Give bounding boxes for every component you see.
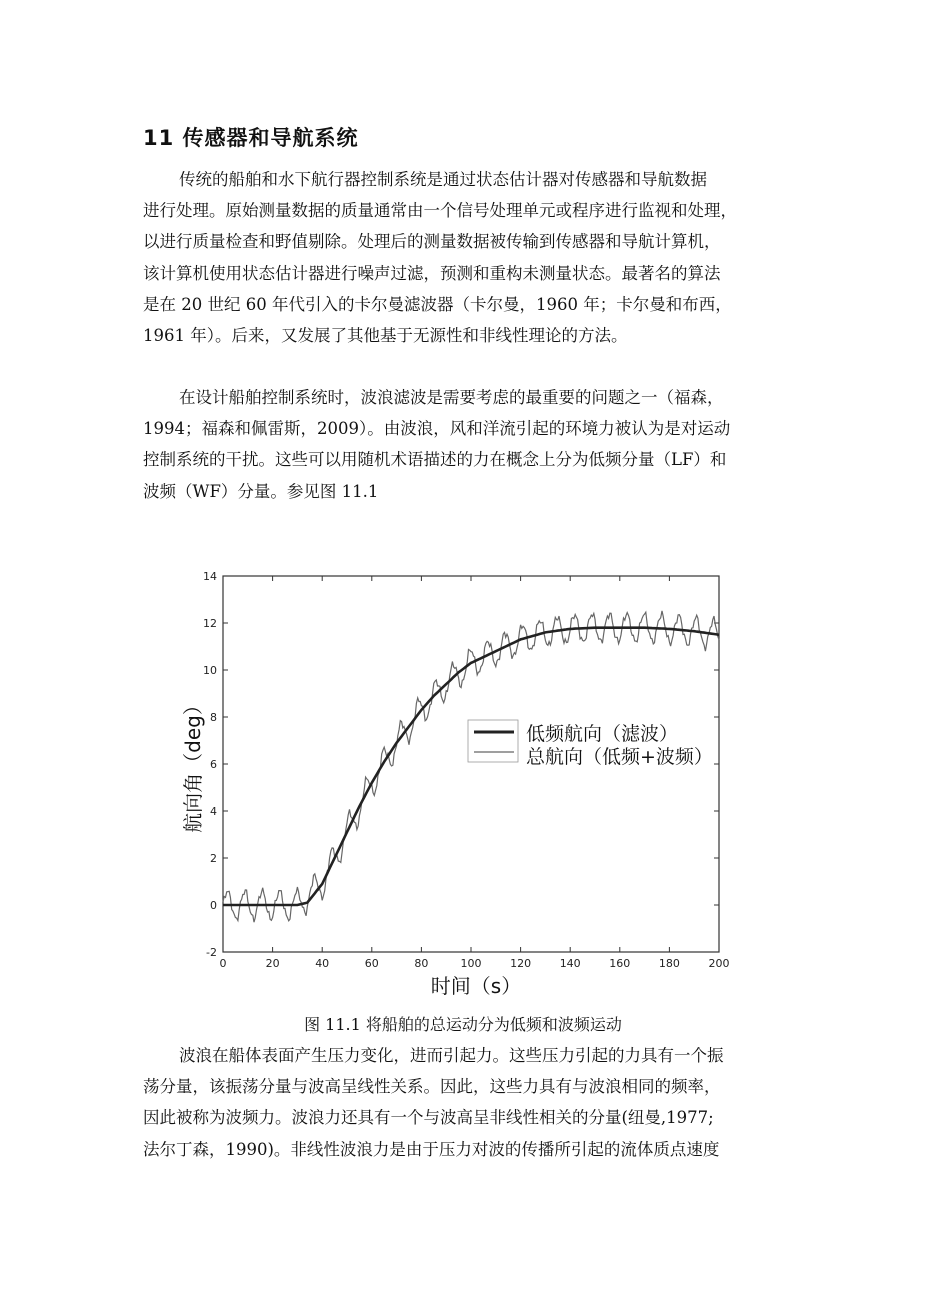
x-tick-label: 100 [460,957,482,970]
paragraph-line: 该计算机使用状态估计器进行噪声过滤，预测和重构未测量状态。最著名的算法 [143,263,721,283]
paragraph-line: 1961 年）。后来，又发展了其他基于无源性和非线性理论的方法。 [143,326,628,346]
paragraph-2 [143,382,803,507]
y-tick-label: 0 [210,899,217,912]
x-tick-label: 120 [510,957,532,970]
x-axis-label: 时间（s） [430,974,522,998]
y-tick-label: 10 [203,664,217,677]
x-tick-label: 40 [315,957,330,970]
y-tick-label: 14 [203,570,217,583]
x-tick-label: 60 [364,957,379,970]
y-tick-label: 2 [210,852,217,865]
paragraph-line: 以进行质量检查和野值剔除。处理后的测量数据被传输到传感器和导航计算机， [143,232,721,252]
paragraph-line: 是在 20 世纪 60 年代引入的卡尔曼滤波器（卡尔曼，1960 年；卡尔曼和布西， [143,294,732,314]
legend-box [468,720,518,762]
legend-label-lf: 低频航向（滤波） [526,723,679,745]
y-tick-label: 8 [210,711,217,724]
figure-caption: 图 11.1 将船舶的总运动分为低频和波频运动 [304,1015,622,1034]
x-tick-label: 0 [219,957,227,970]
y-axis-label: 航向角（deg） [181,695,205,833]
x-tick-label: 140 [559,957,581,970]
x-tick-label: 80 [414,957,429,970]
paragraph-line: 1994；福森和佩雷斯，2009）。由波浪，风和洋流引起的环境力被认为是对运动 [143,419,731,439]
paragraph-line: 进行处理。原始测量数据的质量通常由一个信号处理单元或程序进行监视和处理， [143,201,737,221]
y-tick-label: 4 [210,805,217,818]
heading-chart [176,562,756,1002]
paragraph-3 [143,1040,803,1165]
paragraph-line: 荡分量，该振荡分量与波高呈线性关系。因此，这些力具有与波浪相同的频率， [143,1077,721,1097]
paragraph-line: 传统的船舶和水下航行器控制系统是通过状态估计器对传感器和导航数据 [179,170,707,189]
x-tick-label: 180 [658,957,680,970]
y-tick-label: -2 [206,946,217,959]
paragraph-line: 在设计船舶控制系统时，波浪滤波是需要考虑的最重要的问题之一（福森， [179,388,724,407]
paragraph-line: 因此被称为波频力。波浪力还具有一个与波高呈非线性相关的分量(纽曼,1977; [143,1108,714,1128]
x-tick-label: 20 [265,957,280,970]
paragraph-1 [143,164,803,351]
paragraph-line: 波频（WF）分量。参见图 11.1 [143,481,379,501]
figure-11-1 [176,562,756,1002]
legend-label-total: 总航向（低频+波频） [526,746,713,768]
x-tick-label: 200 [708,957,730,970]
paragraph-line: 控制系统的干扰。这些可以用随机术语描述的力在概念上分为低频分量（LF）和 [143,450,727,470]
x-tick-label: 160 [609,957,631,970]
y-tick-label: 12 [203,617,217,630]
paragraph-line: 波浪在船体表面产生压力变化，进而引起力。这些压力引起的力具有一个振 [179,1046,724,1065]
y-tick-label: 6 [210,758,217,771]
paragraph-line: 法尔丁森，1990)。非线性波浪力是由于压力对波的传播所引起的流体质点速度 [143,1139,720,1159]
section-heading: 11 传感器和导航系统 [143,126,359,150]
